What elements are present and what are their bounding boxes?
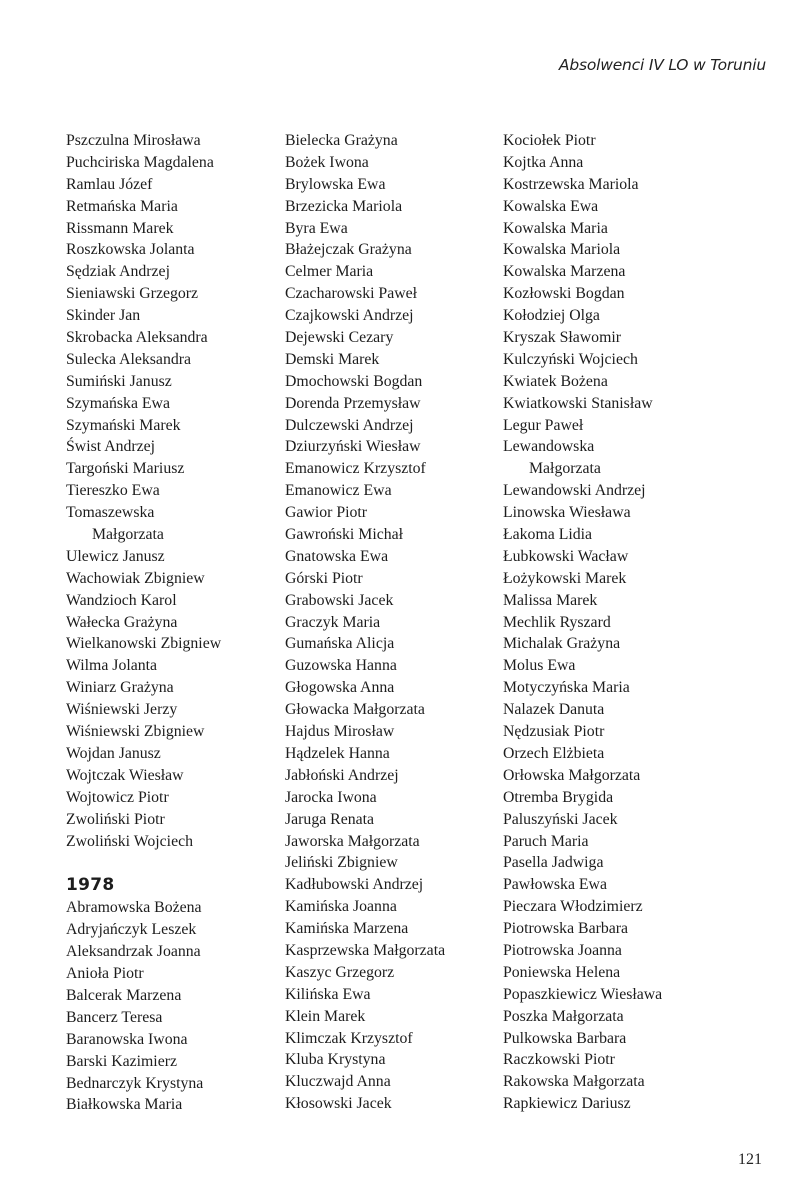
list-item: Kulczyński Wojciech [503,350,638,368]
list-item: Brylowska Ewa [285,175,386,193]
list-item: Ramlau Józef [66,175,153,193]
list-item: Pieczara Włodzimierz [503,898,643,916]
list-item-continuation: Małgorzata [529,460,601,478]
list-item: Jeliński Zbigniew [285,854,398,872]
list-item: Kadłubowski Andrzej [285,876,424,894]
list-item: Dulczewski Andrzej [285,416,414,434]
list-item: Pawłowska Ewa [503,876,607,894]
list-item: Kłosowski Jacek [285,1095,392,1113]
list-item: Sędziak Andrzej [66,263,170,281]
list-item: Kojtka Anna [503,153,584,171]
list-item: Pulkowska Barbara [503,1029,627,1047]
year-heading: 1978 [66,875,115,896]
list-item: Raczkowski Piotr [503,1051,615,1069]
name-column-2 [285,130,445,1115]
list-item: Szymańska Ewa [66,394,170,412]
list-item: Guzowska Hanna [285,657,397,675]
list-item: Gawroński Michał [285,526,404,544]
list-item: Łożykowski Marek [503,569,627,587]
list-item: Kluczwajd Anna [285,1073,391,1091]
list-item: Bancerz Teresa [66,1008,163,1026]
list-item: Kozłowski Bogdan [503,285,625,303]
list-item: Bielecka Grażyna [285,132,398,149]
list-item: Celmer Maria [285,263,374,281]
list-item: Jarocka Iwona [285,788,377,806]
list-item: Tomaszewska [66,504,155,522]
list-item: Balcerak Marzena [66,986,182,1004]
list-item: Pszczulna Mirosława [66,132,201,149]
list-item: Michalak Grażyna [503,635,621,653]
list-item: Górski Piotr [285,569,363,587]
list-item: Sulecka Aleksandra [66,350,192,368]
name-column-3 [503,130,662,1115]
list-item: Emanowicz Ewa [285,482,392,500]
list-item: Kwiatek Bożena [503,372,608,390]
list-item: Wandzioch Karol [66,591,177,609]
list-item: Adryjańczyk Leszek [66,921,197,939]
list-item: Bożek Iwona [285,153,369,171]
list-item: Kluba Krystyna [285,1051,386,1069]
list-item: Szymański Marek [66,416,181,434]
list-item: Anioła Piotr [66,965,144,983]
list-item: Nalazek Danuta [503,701,605,719]
name-column-1 [66,130,221,1116]
list-item: Orłowska Małgorzata [503,766,641,784]
list-item: Kowalska Marzena [503,263,626,281]
list-item: Wojtowicz Piotr [66,788,169,806]
list-item: Gumańska Alicja [285,635,395,653]
list-item: Emanowicz Krzysztof [285,460,426,478]
list-item: Kowalska Ewa [503,197,599,215]
list-item: Brzezicka Mariola [285,197,403,215]
list-item: Rapkiewicz Dariusz [503,1095,631,1113]
list-item: Malissa Marek [503,591,598,609]
list-item: Popaszkiewicz Wiesława [503,985,663,1003]
list-item: Piotrowska Barbara [503,920,629,938]
list-item: Hądzelek Hanna [285,744,390,762]
list-item: Tiereszko Ewa [66,482,160,500]
list-item: Sumiński Janusz [66,372,172,390]
list-item: Motyczyńska Maria [503,679,630,697]
list-item: Ulewicz Janusz [66,547,165,565]
list-item: Kaszyc Grzegorz [285,963,395,981]
list-item: Kasprzewska Małgorzata [285,941,446,959]
running-header: Absolwenci IV LO w Toruniu [558,56,766,74]
list-item: Legur Paweł [503,416,584,434]
list-item: Winiarz Grażyna [66,679,174,697]
list-item-continuation: Małgorzata [92,526,164,544]
list-item: Baranowska Iwona [66,1030,188,1048]
list-item: Kamińska Marzena [285,920,409,938]
list-item: Świst Andrzej [66,438,156,456]
list-item: Retmańska Maria [66,197,178,215]
list-item: Rakowska Małgorzata [503,1073,645,1091]
list-item: Lewandowski Andrzej [503,482,646,500]
list-item: Gawior Piotr [285,504,368,522]
list-item: Skrobacka Aleksandra [66,329,208,347]
list-item: Wojtczak Wiesław [66,766,184,784]
list-item: Wiśniewski Jerzy [66,701,178,719]
list-item: Lewandowska [503,438,595,456]
list-item: Pasella Jadwiga [503,854,604,872]
list-item: Kołodziej Olga [503,307,600,325]
list-item: Otremba Brygida [503,788,614,806]
list-item: Paruch Maria [503,832,589,850]
list-item: Zwoliński Wojciech [66,832,193,850]
list-item: Piotrowska Joanna [503,941,622,959]
list-item: Barski Kazimierz [66,1052,177,1070]
list-item: Poniewska Helena [503,963,621,981]
list-item: Czajkowski Andrzej [285,307,414,325]
list-item: Kamińska Joanna [285,898,397,916]
list-item: Jaruga Renata [285,810,375,828]
list-item: Wojdan Janusz [66,744,161,762]
list-item: Wilma Jolanta [66,657,158,675]
list-item: Byra Ewa [285,219,348,237]
list-item: Kowalska Maria [503,219,608,237]
list-item: Bednarczyk Krystyna [66,1074,204,1092]
list-item: Paluszyński Jacek [503,810,618,828]
list-item: Czacharowski Paweł [285,285,418,303]
list-item: Gnatowska Ewa [285,547,389,565]
list-item: Wiśniewski Zbigniew [66,723,205,741]
list-item: Wachowiak Zbigniew [66,569,205,587]
list-item: Aleksandrzak Joanna [66,943,201,961]
list-item: Dziurzyński Wiesław [285,438,421,456]
list-item: Rissmann Marek [66,219,174,237]
list-item: Łakoma Lidia [503,526,593,544]
list-item: Graczyk Maria [285,613,381,631]
list-item: Molus Ewa [503,657,576,675]
list-item: Klimczak Krzysztof [285,1029,413,1047]
list-item: Klein Marek [285,1007,366,1025]
list-item: Głowacka Małgorzata [285,701,425,719]
list-item: Demski Marek [285,350,380,368]
list-item: Głogowska Anna [285,679,395,697]
list-item: Dejewski Cezary [285,329,394,347]
list-item: Kociołek Piotr [503,132,596,149]
list-item: Jaworska Małgorzata [285,832,420,850]
list-item: Targoński Mariusz [66,460,185,478]
list-item: Nędzusiak Piotr [503,723,605,741]
list-item: Poszka Małgorzata [503,1007,624,1025]
list-item: Kostrzewska Mariola [503,175,639,193]
list-item: Kwiatkowski Stanisław [503,394,653,412]
list-item: Orzech Elżbieta [503,744,605,762]
list-item: Dmochowski Bogdan [285,372,423,390]
list-item: Puchciriska Magdalena [66,153,214,171]
list-item: Sieniawski Grzegorz [66,285,199,303]
list-item: Białkowska Maria [66,1096,183,1114]
list-item: Wałecka Grażyna [66,613,178,631]
list-item: Łubkowski Wacław [503,547,629,565]
list-item: Kryszak Sławomir [503,329,622,347]
list-item: Jabłoński Andrzej [285,766,399,784]
list-item: Grabowski Jacek [285,591,394,609]
list-item: Hajdus Mirosław [285,723,395,741]
list-item: Dorenda Przemysław [285,394,421,412]
list-item: Mechlik Ryszard [503,613,611,631]
list-item: Zwoliński Piotr [66,810,165,828]
list-item: Wielkanowski Zbigniew [66,635,222,653]
list-item: Linowska Wiesława [503,504,631,522]
list-item: Abramowska Bożena [66,899,202,917]
list-item: Błażejczak Grażyna [285,241,412,259]
list-item: Kowalska Mariola [503,241,621,259]
list-item: Skinder Jan [66,307,141,325]
list-item: Kilińska Ewa [285,985,371,1003]
list-item: Roszkowska Jolanta [66,241,195,259]
page-number: 121 [738,1151,762,1168]
